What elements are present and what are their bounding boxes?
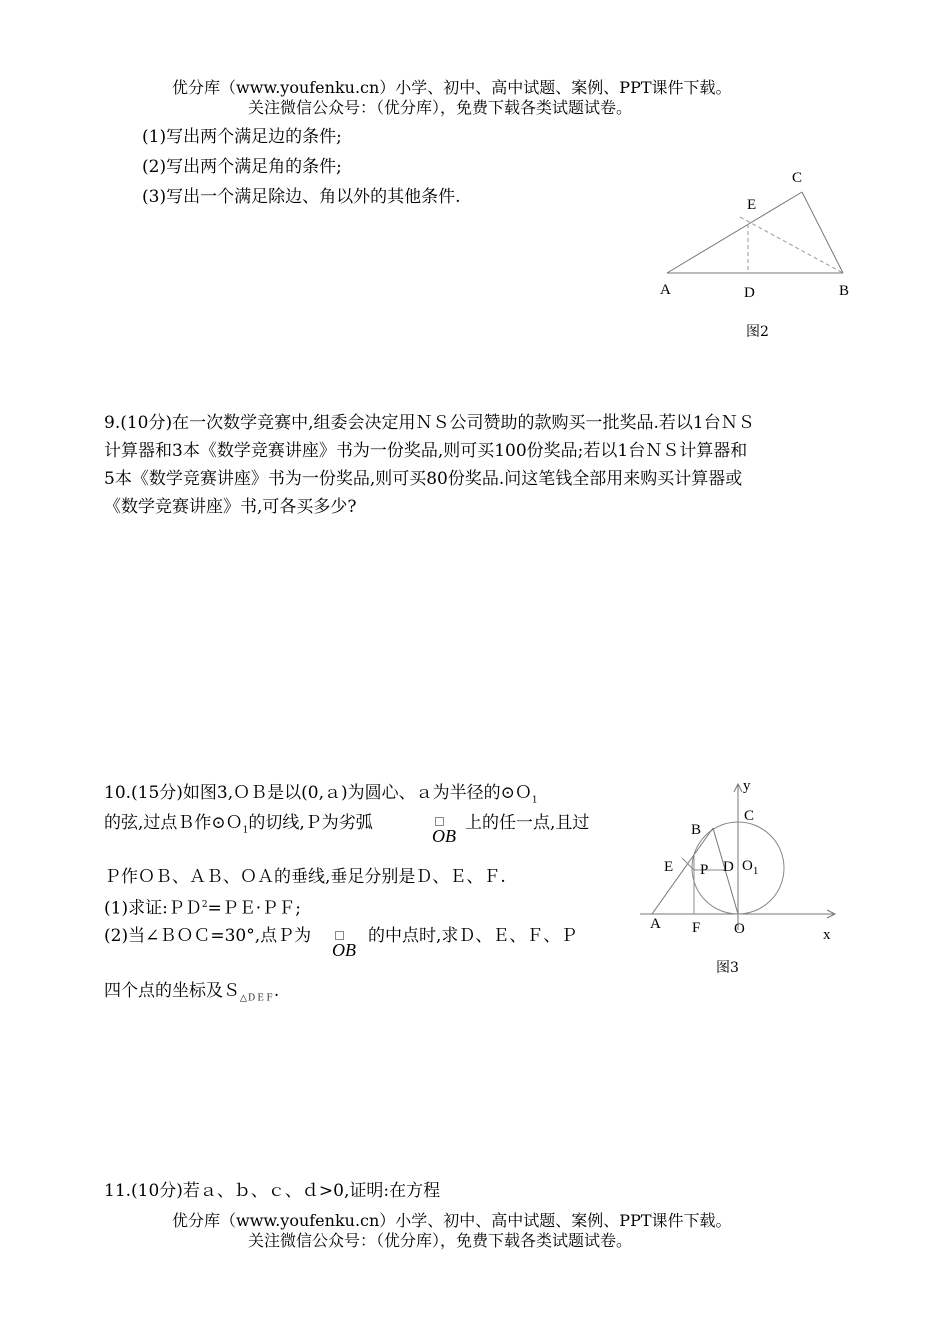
- q10-line-5-a: (2)当∠ＢＯＣ=30°,点Ｐ为: [104, 926, 312, 946]
- header-line-2: 关注微信公众号：（优分库），免费下载各类试题试卷。: [248, 98, 633, 117]
- q10-line-6-a: 四个点的坐标及Ｓ: [104, 981, 240, 1001]
- q11-line-1: 11.(10分)若ａ、ｂ、ｃ、ｄ>0,证明:在方程: [104, 1181, 441, 1201]
- line-cb: [802, 192, 843, 273]
- q10-line-1-text: 10.(15分)如图3,ＯＢ是以(0,ａ)为圆心、ａ为半径的⊙Ｏ: [104, 783, 532, 803]
- fig3-label-f: F: [692, 920, 701, 936]
- fig2-label-c: C: [792, 170, 803, 186]
- q10-line-5-b: 的中点时,求Ｄ、Ｅ、Ｆ、Ｐ: [368, 926, 578, 946]
- q8-item-2: (2)写出两个满足角的条件;: [142, 157, 342, 177]
- arc-ob-1-label: OB: [432, 826, 456, 846]
- fig3-label-y: y: [743, 778, 751, 794]
- q10-line-4-b: =ＰＥ·ＰＦ;: [207, 898, 301, 919]
- q10-line-6-b: .: [273, 981, 280, 1001]
- footer-line-2: 关注微信公众号：（优分库），免费下载各类试题试卷。: [248, 1231, 633, 1250]
- fig3-label-e: E: [664, 859, 674, 875]
- q10-line-2-sub: 1: [242, 825, 249, 836]
- arc-ob-2-label: OB: [332, 940, 356, 960]
- fig2-label-e: E: [747, 197, 757, 213]
- q10-line-6: [104, 980, 279, 1009]
- arc-mark-icon: [435, 817, 444, 826]
- figure-3-drawing: [630, 770, 850, 940]
- fig3-label-b: B: [691, 822, 702, 838]
- q8-item-3: (3)写出一个满足除边、角以外的其他条件.: [142, 187, 461, 207]
- line-eb: [740, 217, 843, 273]
- q10-line-2-c: 上的任一点,且过: [465, 813, 590, 833]
- fig3-label-o1-text: O: [742, 858, 753, 874]
- fig3-label-o: O: [734, 921, 745, 937]
- q10-line-2-a: 的弦,过点Ｂ作⊙Ｏ: [104, 813, 243, 833]
- q10-line-4: [104, 894, 301, 920]
- q9-line-3: 5本《数学竞赛讲座》书为一份奖品,则可买80份奖品.问这笔钱全部用来购买计算器或: [104, 469, 743, 489]
- fig3-label-d: D: [723, 859, 734, 875]
- q10-line-1-sub: 1: [531, 795, 538, 806]
- arc-ob-2: [332, 940, 356, 961]
- fig2-label-d: D: [744, 285, 755, 301]
- header-line-1: 优分库（www.youfenku.cn）小学、初中、高中试题、案例、PPT课件下载。: [172, 78, 732, 97]
- q10-line-6-sub: △ＤＥＦ: [240, 993, 274, 1004]
- q9-line-1: 9.(10分)在一次数学竞赛中,组委会决定用ＮＳ公司赞助的款购买一批奖品.若以1台ＮＳ: [104, 413, 755, 433]
- q9-line-4: 《数学竞赛讲座》书,可各买多少?: [104, 497, 357, 517]
- q10-line-4-a: (1)求证:ＰＤ: [104, 898, 202, 919]
- fig2-label-a: A: [660, 282, 671, 298]
- arc-mark-icon: [335, 931, 344, 940]
- fig3-label-o1: [742, 858, 758, 877]
- fig3-label-p: P: [700, 862, 709, 878]
- footer-line-1: 优分库（www.youfenku.cn）小学、初中、高中试题、案例、PPT课件下载。: [172, 1211, 732, 1230]
- q10-line-2: [104, 812, 373, 841]
- line-ac: [667, 192, 802, 273]
- fig3-label-a: A: [650, 916, 661, 932]
- fig3-label-x: x: [823, 927, 831, 943]
- q10-line-1: [104, 782, 538, 811]
- q9-line-2: 计算器和3本《数学竞赛讲座》书为一份奖品,则可买100份奖品;若以1台ＮＳ计算器和: [104, 441, 748, 461]
- fig3-label-o1-sub: 1: [752, 865, 759, 877]
- q10-line-4-sup: 2: [201, 900, 208, 910]
- arc-ob-1: [432, 826, 456, 847]
- fig2-caption: 图2: [746, 324, 769, 340]
- fig3-label-c: C: [744, 808, 755, 824]
- fig2-label-b: B: [839, 283, 850, 299]
- q10-line-3: Ｐ作ＯＢ、ＡＢ、ＯＡ的垂线,垂足分别是Ｄ、Ｅ、Ｆ.: [104, 867, 506, 887]
- fig3-caption: 图3: [716, 960, 739, 976]
- q10-line-2-b: 的切线,Ｐ为劣弧: [248, 813, 373, 833]
- q8-item-1: (1)写出两个满足边的条件;: [142, 127, 342, 147]
